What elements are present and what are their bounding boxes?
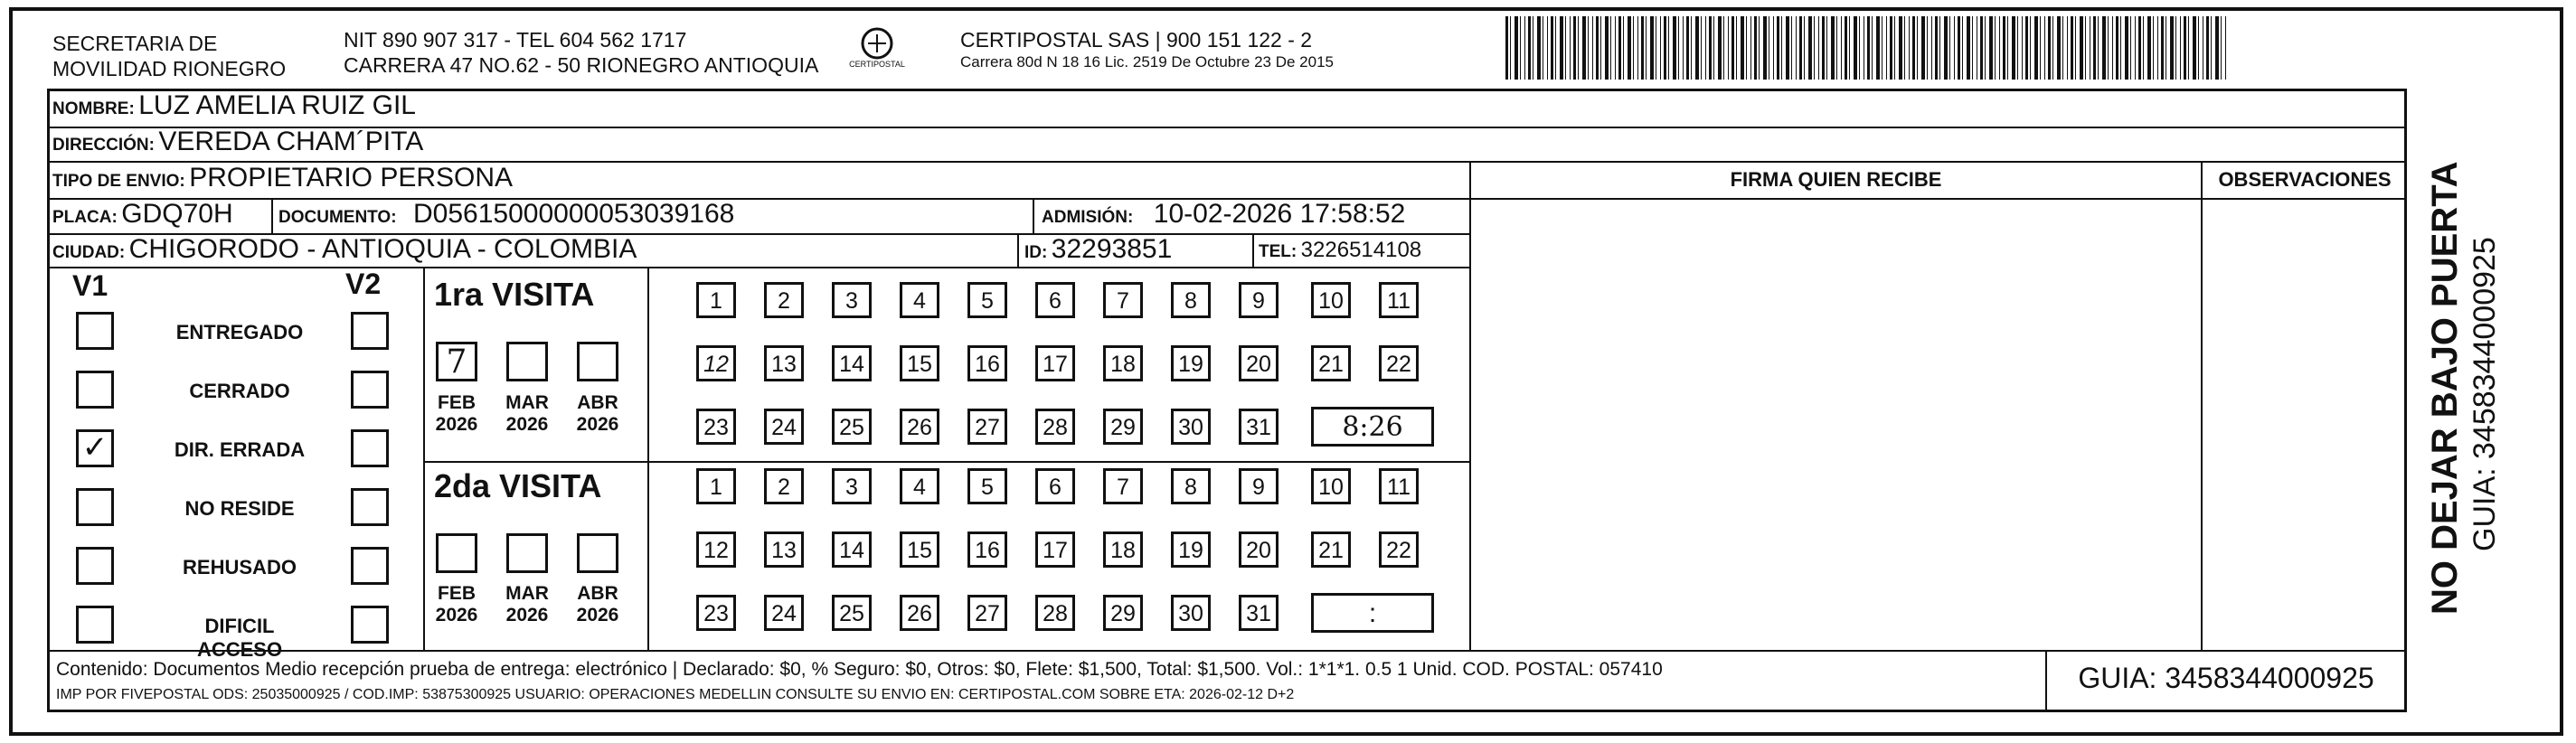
day-checkbox[interactable]: 10 [1311,468,1351,504]
month-label [569,392,627,436]
day-checkbox[interactable]: 1 [696,468,736,504]
status-label: NO RESIDE [184,497,295,520]
nit-block [344,27,818,78]
month-name: FEB [438,583,476,604]
footer-line1: Contenido: Documentos Medio recepción prueba de entrega: electrónico | Declarado: $0, % Seguro: $0, Otros: $0, Flete: $1,500, Total: $1,500. Vol.: 1*1*1. 0.5 1 Unid. COD. POSTAL: 057410 [56,659,1663,680]
day-checkbox[interactable]: 29 [1103,595,1143,631]
divider [1469,161,1471,650]
company-line2: Carrera 80d N 18 16 Lic. 2519 De Octubre 23 De 2015 [960,53,1334,71]
day-checkbox[interactable]: 20 [1239,345,1279,381]
day-checkbox[interactable]: 13 [764,531,804,568]
v1-checkbox[interactable] [76,312,114,350]
company-block [960,27,1334,72]
day-checkbox[interactable]: 27 [967,409,1007,445]
divider [271,198,273,233]
divider [1252,233,1254,267]
day-checkbox[interactable]: 28 [1035,595,1075,631]
month-label [498,583,556,626]
month-checkbox[interactable] [436,342,477,381]
tipo-value: PROPIETARIO PERSONA [189,163,514,193]
month-checkbox[interactable] [506,533,548,573]
divider [647,267,649,650]
day-checkbox[interactable]: 4 [900,282,939,318]
month-year: 2026 [505,414,549,435]
day-checkbox[interactable]: 19 [1171,531,1211,568]
documento-row [278,199,734,230]
first-visit-time: 8:26 [1311,407,1434,447]
direccion-label: DIRECCIÓN: [52,136,155,155]
status-label: DIFICIL ACCESO [196,615,283,661]
day-checkbox[interactable]: 15 [900,531,939,568]
month-checkbox[interactable] [506,342,548,381]
admision-row [1042,199,1405,230]
side-text [2423,108,2503,615]
month-name: ABR [577,583,618,604]
day-checkbox[interactable]: 2 [764,282,804,318]
month-name: MAR [505,583,549,604]
day-checkbox[interactable]: 21 [1311,345,1351,381]
tel-row [1259,238,1421,263]
day-checkbox[interactable]: 5 [967,282,1007,318]
day-checkbox[interactable]: 14 [832,531,872,568]
status-label: DIR. ERRADA [174,438,306,461]
guia-footer-box: GUIA: 3458344000925 [2078,662,2374,694]
direccion-row [52,127,423,157]
day-checkbox[interactable]: 11 [1379,468,1419,504]
day-checkbox[interactable]: 31 [1239,595,1279,631]
org-name [52,31,286,81]
v2-checkbox[interactable] [351,312,389,350]
tipo-row [52,163,513,193]
footer-line2: IMP POR FIVEPOSTAL ODS: 25035000925 / COD.IMP: 53875300925 USUARIO: OPERACIONES MEDELLIN CONSULTE SU ENVIO EN: CERTIPOSTAL.COM SOBRE ETA: 2026-02-12 D+2 [56,687,1295,702]
month-label [428,583,486,626]
day-checkbox[interactable]: 18 [1103,345,1143,381]
month-year: 2026 [435,605,478,625]
day-checkbox-marked[interactable]: 12 [696,345,736,381]
no-dejar-text: NO DEJAR BAJO PUERTA [2425,161,2465,615]
divider [423,461,1469,463]
day-checkbox[interactable]: 25 [832,409,872,445]
v1-label: V1 [72,269,109,302]
side-guia-text: GUIA: 3458344000925 [2467,237,2502,551]
org-line2: MOVILIDAD RIONEGRO [52,57,287,80]
day-checkbox[interactable]: 25 [832,595,872,631]
ciudad-label: CIUDAD: [52,243,126,262]
nit-line1: NIT 890 907 317 - TEL 604 562 1717 [344,28,687,52]
month-year: 2026 [576,414,619,435]
day-checkbox[interactable]: 6 [1035,468,1075,504]
day-checkbox[interactable]: 13 [764,345,804,381]
ciudad-row [52,234,637,265]
status-label: REHUSADO [183,556,297,578]
v1-checkbox[interactable] [76,547,114,585]
month-label [428,392,486,436]
day-checkbox[interactable]: 26 [900,595,939,631]
v1-checkbox[interactable] [76,488,114,526]
tipo-label: TIPO DE ENVIO: [52,172,185,191]
admision-value: 10-02-2026 17:58:52 [1153,199,1406,229]
tel-label: TEL: [1259,242,1297,261]
day-checkbox[interactable]: 2 [764,468,804,504]
tel-value: 3226514108 [1300,238,1422,262]
placa-row [52,199,233,230]
day-checkbox[interactable]: 17 [1035,531,1075,568]
day-checkbox[interactable]: 22 [1379,345,1419,381]
month-name: MAR [505,392,549,413]
divider [423,267,425,650]
day-checkbox[interactable]: 1 [696,282,736,318]
company-line1: CERTIPOSTAL SAS | 900 151 122 - 2 [960,28,1313,52]
day-checkbox[interactable]: 18 [1103,531,1143,568]
barcode [1505,16,2229,80]
day-checkbox[interactable]: 28 [1035,409,1075,445]
firma-header: FIRMA QUIEN RECIBE [1730,168,1942,191]
day-checkbox[interactable]: 23 [696,595,736,631]
month-year: 2026 [576,605,619,625]
divider [1017,233,1019,267]
documento-label: DOCUMENTO: [278,208,397,227]
v1-checkbox[interactable] [76,371,114,409]
month-label [569,583,627,626]
day-checkbox[interactable]: 10 [1311,282,1351,318]
status-label: ENTREGADO [175,321,304,343]
day-checkbox[interactable]: 16 [967,531,1007,568]
day-checkbox[interactable]: 19 [1171,345,1211,381]
day-checkbox[interactable]: 12 [696,531,736,568]
day-checkbox[interactable]: 29 [1103,409,1143,445]
placa-value: GDQ70H [121,199,233,229]
nombre-row [52,90,416,121]
admision-label: ADMISIÓN: [1042,208,1134,227]
month-name: ABR [577,392,618,413]
divider [2201,161,2203,650]
direccion-value: VEREDA CHAM´PITA [158,127,424,156]
month-mark: 7 [446,343,467,381]
v2-checkbox[interactable] [351,429,389,467]
v2-label: V2 [345,268,382,300]
day-checkbox[interactable]: 24 [764,595,804,631]
nombre-value: LUZ AMELIA RUIZ GIL [138,90,416,120]
day-checkbox[interactable]: 27 [967,595,1007,631]
v2-checkbox[interactable] [351,371,389,409]
day-checkbox[interactable]: 9 [1239,282,1279,318]
month-checkbox[interactable] [577,533,618,573]
divider [1033,198,1034,233]
day-checkbox[interactable]: 5 [967,468,1007,504]
day-checkbox[interactable]: 7 [1103,468,1143,504]
observaciones-header: OBSERVACIONES [2218,168,2392,191]
day-checkbox[interactable]: 8 [1171,282,1211,318]
month-checkbox[interactable] [577,342,618,381]
day-checkbox[interactable]: 22 [1379,531,1419,568]
month-checkbox[interactable] [436,533,477,573]
day-checkbox[interactable]: 21 [1311,531,1351,568]
month-year: 2026 [435,414,478,435]
day-checkbox[interactable]: 11 [1379,282,1419,318]
check-mark: ✓ [81,430,109,465]
day-checkbox[interactable]: 15 [900,345,939,381]
certipostal-logo [841,24,913,74]
day-checkbox[interactable]: 23 [696,409,736,445]
day-checkbox[interactable]: 8 [1171,468,1211,504]
day-checkbox[interactable]: 4 [900,468,939,504]
ciudad-value: CHIGORODO - ANTIOQUIA - COLOMBIA [128,234,637,264]
v1-checkbox[interactable] [76,429,114,467]
nit-line2: CARRERA 47 NO.62 - 50 RIONEGRO ANTIOQUIA [344,53,819,77]
day-checkbox[interactable]: 9 [1239,468,1279,504]
day-checkbox[interactable]: 17 [1035,345,1075,381]
day-checkbox[interactable]: 30 [1171,409,1211,445]
day-checkbox[interactable]: 16 [967,345,1007,381]
nombre-label: NOMBRE: [52,99,135,118]
placa-label: PLACA: [52,208,118,227]
month-year: 2026 [505,605,549,625]
day-checkbox[interactable]: 26 [900,409,939,445]
month-name: FEB [438,392,476,413]
v2-checkbox[interactable] [351,606,389,644]
second-visit-time: : [1311,593,1434,633]
day-checkbox[interactable]: 31 [1239,409,1279,445]
day-checkbox[interactable]: 7 [1103,282,1143,318]
v1-checkbox[interactable] [76,606,114,644]
day-checkbox[interactable]: 14 [832,345,872,381]
month-label [498,392,556,436]
id-label: ID: [1024,243,1048,262]
day-checkbox[interactable]: 3 [832,282,872,318]
first-visit-title: 1ra VISITA [434,276,595,313]
id-value: 32293851 [1051,234,1173,264]
documento-value: D05615000000053039168 [413,199,735,229]
id-row [1024,234,1172,265]
v2-checkbox[interactable] [351,488,389,526]
day-checkbox[interactable]: 6 [1035,282,1075,318]
day-checkbox[interactable]: 24 [764,409,804,445]
v2-checkbox[interactable] [351,547,389,585]
logo-text: CERTIPOSTAL [849,60,905,69]
second-visit-title: 2da VISITA [434,467,602,504]
status-label: CERRADO [189,380,290,402]
day-checkbox[interactable]: 30 [1171,595,1211,631]
divider [47,267,1469,268]
day-checkbox[interactable]: 20 [1239,531,1279,568]
day-checkbox[interactable]: 3 [832,468,872,504]
divider [47,650,2407,652]
org-line1: SECRETARIA DE [52,32,218,55]
